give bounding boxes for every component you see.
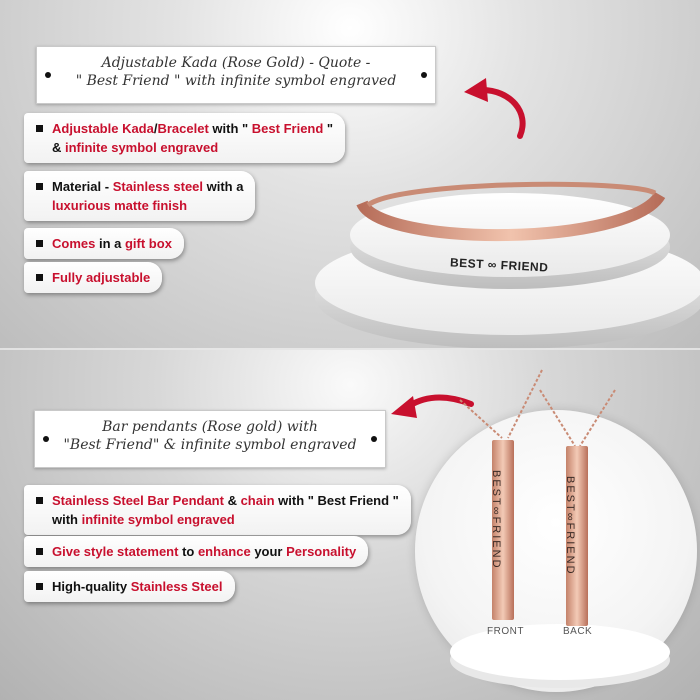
feature-text: with " [208, 121, 252, 136]
feature-line [52, 177, 243, 196]
feature-text: Stainless Steel [130, 579, 223, 594]
feature-text: / [153, 121, 158, 136]
bracelet-title-card [36, 46, 436, 104]
feature-text: & [223, 493, 241, 508]
feature-pill [24, 571, 235, 602]
feature-pill [24, 485, 411, 535]
feature-pill [24, 113, 345, 163]
feature-text: " [323, 121, 334, 136]
bullet-icon [36, 583, 43, 590]
feature-text: with [52, 512, 82, 527]
feature-text: enhance [197, 544, 251, 559]
feature-text: with a [203, 179, 244, 194]
feature-text: Material - [52, 179, 113, 194]
feature-text: Stainless Steel Bar Pendant [52, 493, 224, 508]
feature-pill [24, 262, 162, 293]
front-caption: FRONT [487, 626, 524, 637]
feature-line [52, 510, 399, 529]
card-dot-left [45, 72, 51, 78]
feature-line [52, 138, 333, 157]
feature-pill [24, 171, 255, 221]
feature-text: Best Friend [251, 121, 324, 136]
feature-line [52, 491, 399, 510]
feature-text: Bracelet [157, 121, 209, 136]
feature-text: Comes [52, 236, 96, 251]
feature-text: Fully adjustable [52, 270, 151, 285]
feature-line [52, 119, 333, 138]
feature-line [52, 196, 243, 215]
feature-text: your [250, 544, 287, 559]
card-dot-right [371, 436, 377, 442]
feature-line [52, 542, 356, 561]
feature-text: Personality [286, 544, 357, 559]
pendant-title-card [34, 410, 386, 468]
pendant-title-line-2: "Best Friend" & infinite symbol engraved [63, 437, 357, 453]
feature-text: in a [95, 236, 125, 251]
bullet-icon [36, 240, 43, 247]
bullet-icon [36, 548, 43, 555]
feature-pill [24, 536, 368, 567]
feature-text: with " Best Friend " [274, 493, 399, 508]
feature-line [52, 268, 150, 287]
bullet-icon [36, 183, 43, 190]
pendant-image [420, 360, 700, 700]
feature-line [52, 577, 223, 596]
bullet-icon [36, 125, 43, 132]
bracelet-engraving: BEST ∞ FRIEND [449, 255, 549, 275]
feature-text: luxurious matte finish [52, 198, 188, 213]
feature-pill [24, 228, 184, 259]
feature-text: gift box [124, 236, 172, 251]
back-caption: BACK [563, 626, 593, 637]
feature-text: & [52, 140, 65, 155]
bracelet-title-line-2: " Best Friend " with infinite symbol engraved [75, 73, 397, 89]
feature-text: chain [240, 493, 275, 508]
feature-text: infinite symbol engraved [81, 512, 235, 527]
feature-text: to [178, 544, 198, 559]
card-dot-left [43, 436, 49, 442]
pendant-back-engraving: BEST∞FRIEND [564, 476, 576, 576]
feature-text: Adjustable Kada [52, 121, 154, 136]
feature-text: Give style statement [52, 544, 179, 559]
feature-text: High-quality [52, 579, 131, 594]
feature-text: Stainless steel [112, 179, 204, 194]
bracelet-title-line-1: Adjustable Kada (Rose Gold) - Quote - [101, 55, 371, 71]
feature-text: infinite symbol engraved [65, 140, 219, 155]
pendant-front-engraving: BEST∞FRIEND [490, 470, 502, 570]
feature-line [52, 234, 172, 253]
pendant-title-line-1: Bar pendants (Rose gold) with [102, 419, 318, 435]
bullet-icon [36, 274, 43, 281]
card-dot-right [421, 72, 427, 78]
curved-arrow-icon [450, 62, 540, 142]
bullet-icon [36, 497, 43, 504]
